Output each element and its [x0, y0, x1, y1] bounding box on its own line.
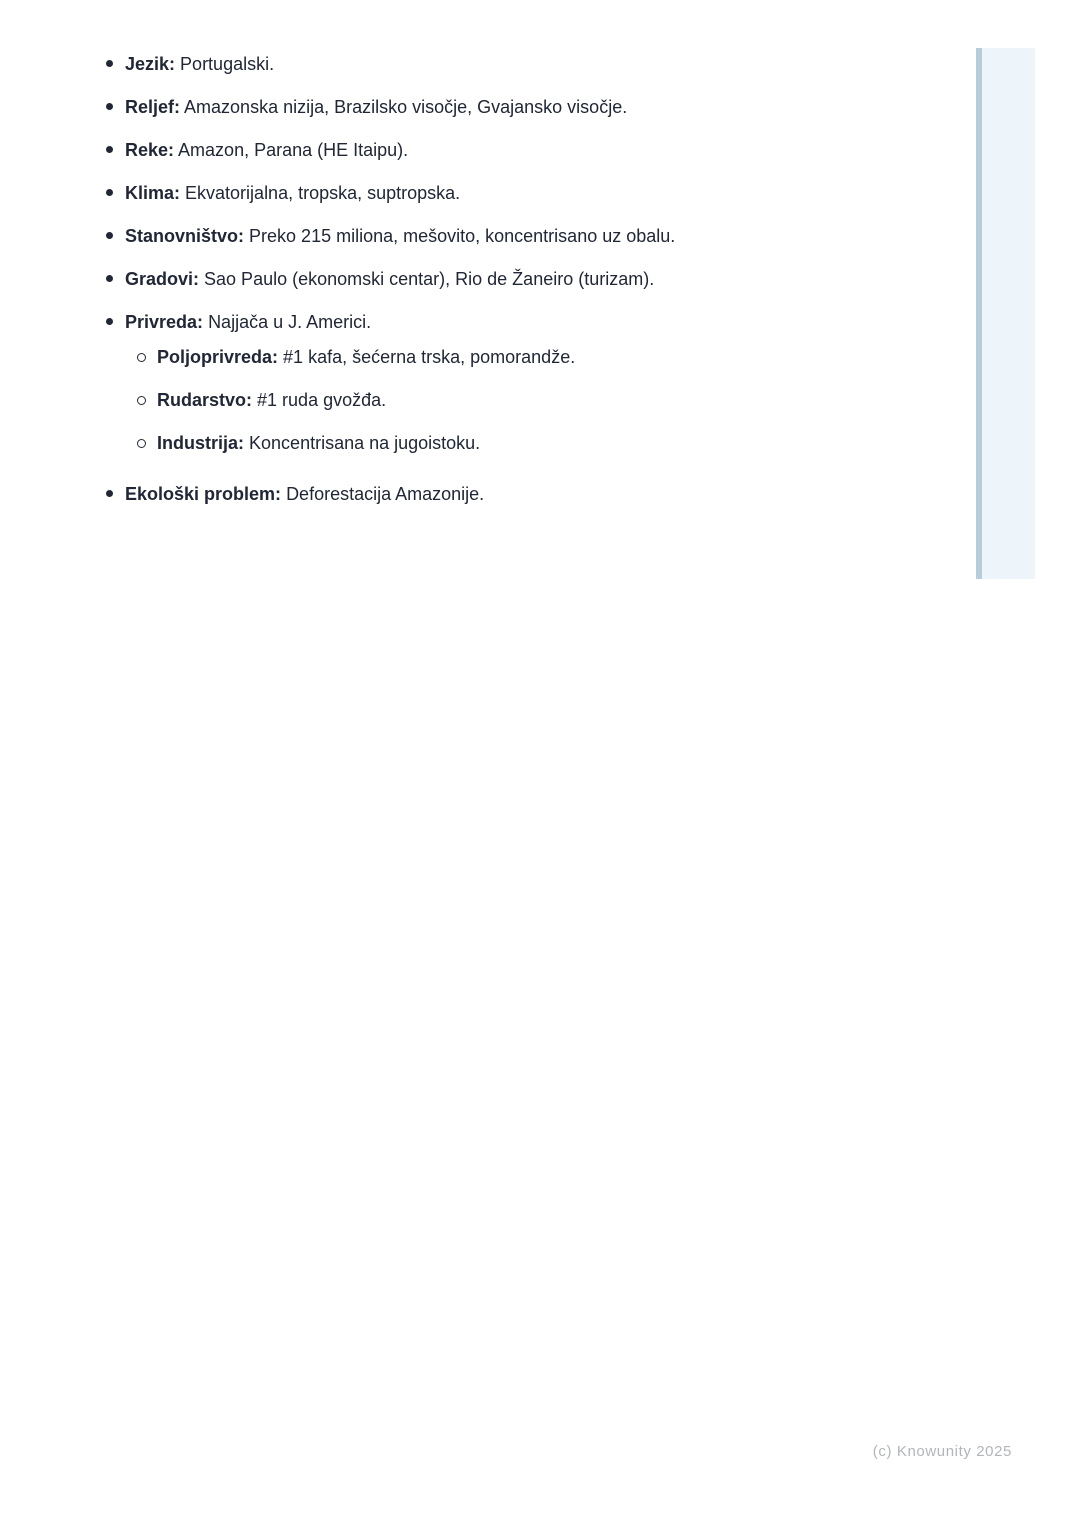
notes-content [104, 52, 990, 506]
list-item-text: Amazon, Parana (HE Itaipu). [178, 140, 409, 160]
bullet-disc-icon [106, 60, 113, 67]
list-item-label: Gradovi: [125, 269, 200, 289]
list-item-text: Preko 215 miliona, mešovito, koncentrisano uz obalu. [249, 226, 676, 246]
list-item-label: Rudarstvo: [157, 390, 253, 410]
list-item-label: Poljoprivreda: [157, 347, 279, 367]
bullet-circle-icon [137, 353, 146, 362]
list-item-label: Reke: [125, 140, 175, 160]
sub-list [137, 345, 990, 463]
copyright-watermark: (c) Knowunity 2025 [872, 1443, 1012, 1460]
list-item [157, 345, 990, 369]
list-item-label: Ekološki problem: [125, 484, 282, 504]
list-item [157, 431, 990, 455]
list-item [125, 310, 990, 463]
bullet-disc-icon [106, 490, 113, 497]
list-item-text: Najjača u J. Americi. [208, 312, 372, 332]
bullet-disc-icon [106, 275, 113, 282]
list-item [125, 267, 990, 291]
bullet-disc-icon [106, 146, 113, 153]
list-item [125, 482, 990, 506]
bullet-disc-icon [106, 318, 113, 325]
bullet-list [104, 52, 990, 506]
list-item [125, 181, 990, 205]
list-item [125, 224, 990, 248]
list-item [125, 138, 990, 162]
bullet-disc-icon [106, 103, 113, 110]
list-item-text: Koncentrisana na jugoistoku. [249, 433, 481, 453]
list-item-text: #1 ruda gvožđa. [257, 390, 387, 410]
list-item [125, 95, 990, 119]
list-item-label: Reljef: [125, 97, 181, 117]
list-item-text: Amazonska nizija, Brazilsko visočje, Gvajansko visočje. [184, 97, 628, 117]
list-item-label: Industrija: [157, 433, 245, 453]
bullet-circle-icon [137, 396, 146, 405]
bullet-circle-icon [137, 439, 146, 448]
list-item-text: Sao Paulo (ekonomski centar), Rio de Žaneiro (turizam). [204, 269, 655, 289]
list-item-label: Privreda: [125, 312, 204, 332]
list-item [125, 52, 990, 76]
bullet-disc-icon [106, 232, 113, 239]
list-item-label: Stanovništvo: [125, 226, 245, 246]
list-item-label: Klima: [125, 183, 181, 203]
list-item-text: Deforestacija Amazonije. [286, 484, 485, 504]
list-item-text: Ekvatorijalna, tropska, suptropska. [185, 183, 461, 203]
list-item-text: #1 kafa, šećerna trska, pomorandže. [283, 347, 576, 367]
list-item [157, 388, 990, 412]
bullet-disc-icon [106, 189, 113, 196]
list-item-text: Portugalski. [180, 54, 275, 74]
list-item-label: Jezik: [125, 54, 176, 74]
